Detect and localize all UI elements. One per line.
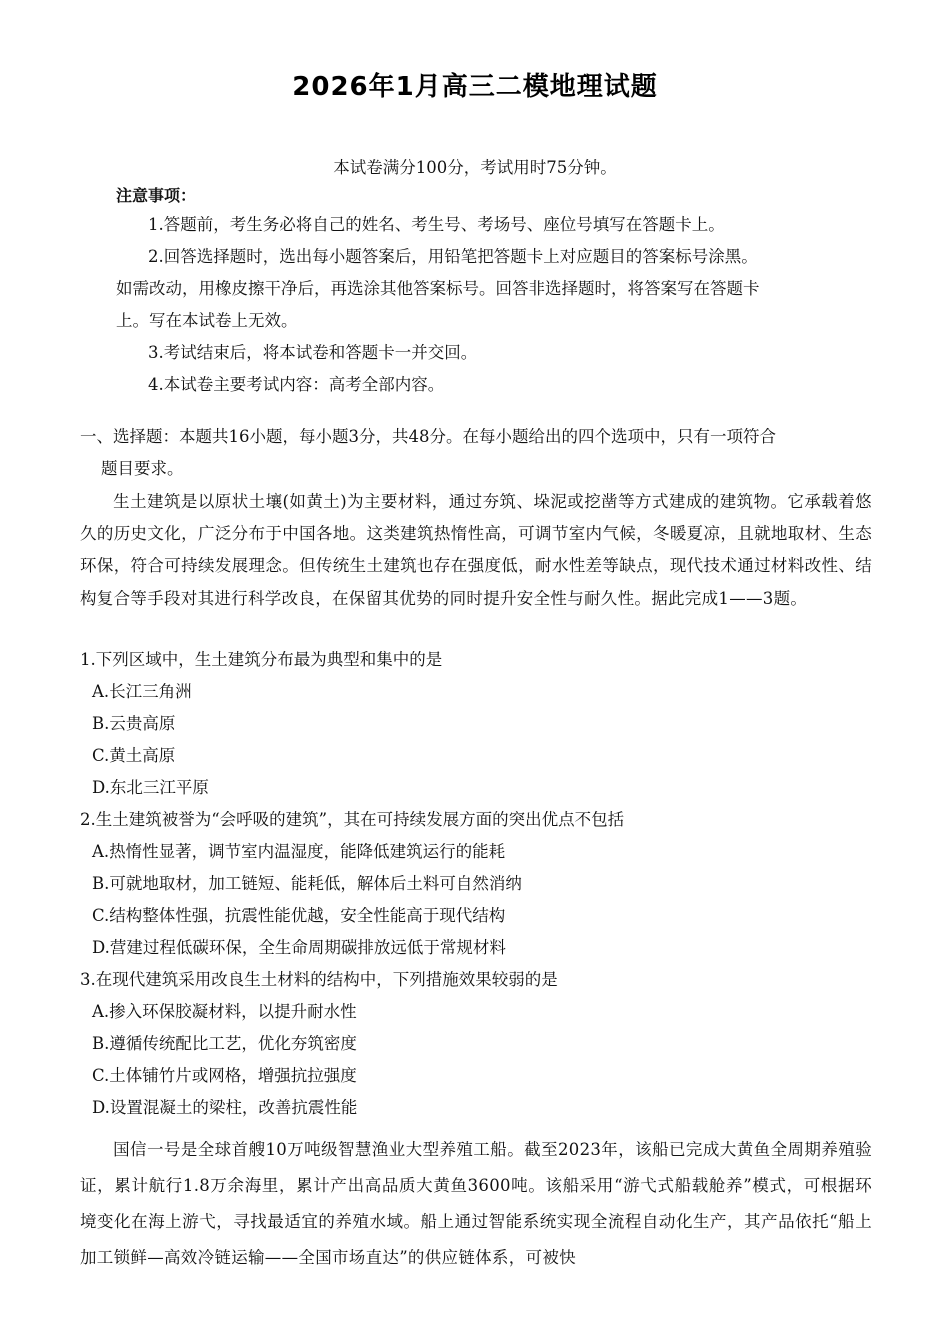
question-1-option-d: D.东北三江平原 [92,778,209,797]
section-heading-line-2: 题目要求。 [101,459,184,478]
notice-heading: 注意事项： [116,186,197,205]
notice-item-2-line-1: 2.回答选择题时，选出每小题答案后，用铅笔把答题卡上对应题目的答案标号涂黑。 [148,247,758,266]
section-heading-line-1: 一、选择题：本题共16小题，每小题3分，共48分。在每小题给出的四个选项中，只有一项符合 [80,427,776,446]
question-1-option-c: C.黄土高原 [92,746,176,765]
question-1-stem: 1.下列区域中，生土建筑分布最为典型和集中的是 [80,650,443,669]
notice-item-2-line-2: 如需改动，用橡皮擦干净后，再选涂其他答案标号。回答非选择题时，将答案写在答题卡 [116,279,760,298]
page-title: 2026年1月高三二模地理试题 [292,72,658,102]
question-3-stem: 3.在现代建筑采用改良生土材料的结构中，下列措施效果较弱的是 [80,970,558,989]
notice-item-2-line-3: 上。写在本试卷上无效。 [116,311,298,330]
question-3-option-b: B.遵循传统配比工艺，优化夯筑密度 [92,1034,357,1053]
notice-item-4: 4.本试卷主要考试内容：高考全部内容。 [148,375,445,394]
passage-2 [80,1132,872,1328]
question-2-option-d: D.营建过程低碳环保，全生命周期碳排放远低于常规材料 [92,938,506,957]
question-3-option-a: A.掺入环保胶凝材料，以提升耐水性 [92,1002,357,1021]
question-1-option-a: A.长江三角洲 [92,682,192,701]
notice-item-3: 3.考试结束后，将本试卷和答题卡一并交回。 [148,343,478,362]
notice-item-1: 1.答题前，考生务必将自己的姓名、考生号、考场号、座位号填写在答题卡上。 [148,215,725,234]
exam-info: 本试卷满分100分，考试用时75分钟。 [333,158,617,177]
passage-1 [80,486,872,648]
question-1-option-b: B.云贵高原 [92,714,176,733]
question-2-option-a: A.热惰性显著，调节室内温湿度，能降低建筑运行的能耗 [92,842,506,861]
question-3-option-c: C.土体铺竹片或网格，增强抗拉强度 [92,1066,357,1085]
passage-1-text: 生土建筑是以原状土壤(如黄土)为主要材料，通过夯筑、垛泥或挖凿等方式建成的建筑物。它承载着悠久的历史文化，广泛分布于中国各地。这类建筑热惰性高，可调节室内气候，冬暖夏凉，且就地取材、生态环保，符合可持续发展理念。但传统生土建筑也存在强度低，耐水性差等缺点，现代技术通过材料改性、结构复合等手段对其进行科学改良，在保留其优势的同时提升安全性与耐久性。据此完成1——3题。 [80,492,872,608]
question-2-option-b: B.可就地取材，加工链短、能耗低，解体后土料可自然消纳 [92,874,522,893]
passage-2-text: 国信一号是全球首艘10万吨级智慧渔业大型养殖工船。截至2023年，该船已完成大黄鱼全周期养殖验证，累计航行1.8万余海里，累计产出高品质大黄鱼3600吨。该船采用“游弋式船载舱养”模式，可根据环境变化在海上游弋，寻找最适宜的养殖水域。船上通过智能系统实现全流程自动化生产，其产品依托“船上加工锁鲜—高效冷链运输——全国市场直达”的供应链体系，可被快 [80,1140,872,1267]
question-3-option-d: D.设置混凝土的梁柱，改善抗震性能 [92,1098,358,1117]
question-2-stem: 2.生土建筑被誉为“会呼吸的建筑”，其在可持续发展方面的突出优点不包括 [80,810,625,829]
question-2-option-c: C.结构整体性强，抗震性能优越，安全性能高于现代结构 [92,906,506,925]
